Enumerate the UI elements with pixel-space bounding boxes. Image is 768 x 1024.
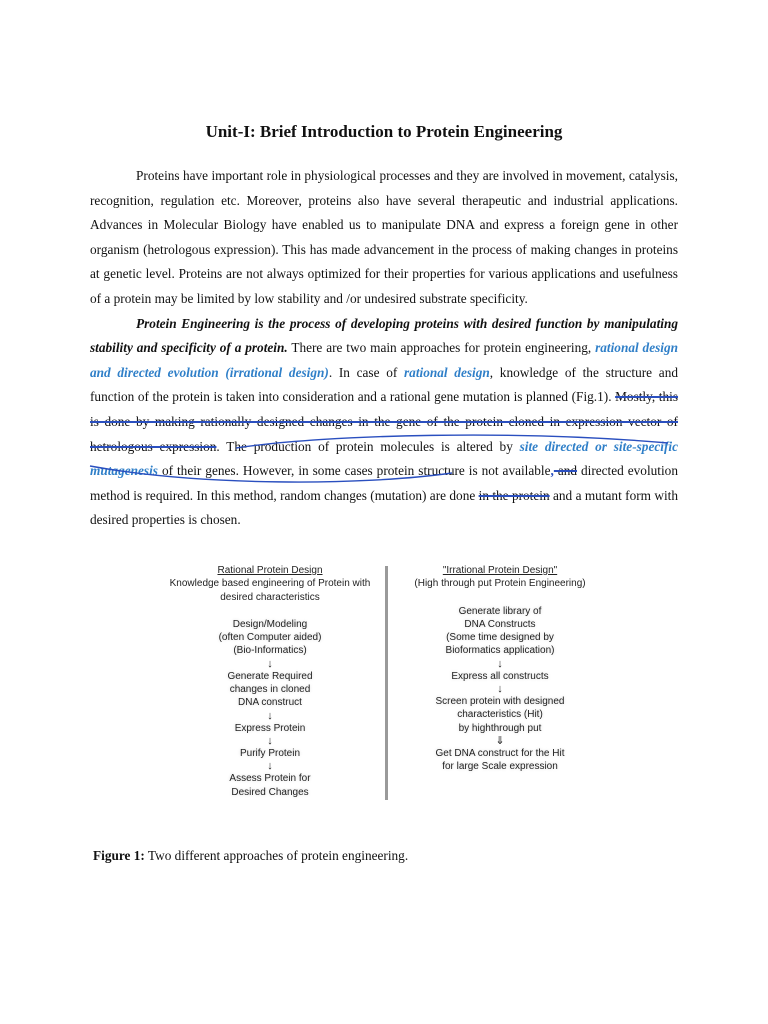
column-subtitle: (High through put Protein Engineering) (414, 578, 586, 590)
caption-label: Figure 1: (93, 848, 145, 863)
step-line: Purify Protein (239, 747, 301, 759)
column-heading: Rational Protein Design (217, 565, 323, 576)
column-heading: "Irrational Protein Design" (442, 565, 558, 576)
intro-paragraph: Proteins have important role in physiological processes and they are involved in movement, catalysis, recognition, regulation etc. Moreover, proteins also have several therapeutic and industrial applications. Advances in Molecular Biology have enabled us to manipulate DNA and express a foreign gene in other organism (hetrologous expression). This has made advancement in the process of making changes in proteins at genetic level. Proteins are not always optimized for their properties for various applications and usefulness of a protein may be limited by low stability and /or undesired substrate specificity. (90, 168, 678, 306)
step-line: (Bio-Informatics) (233, 645, 307, 657)
figure-caption (93, 848, 408, 864)
text-span: directed evolution method is required. In this method, random changes (mutation) are done (90, 463, 678, 503)
step-box (156, 618, 384, 658)
step-box (396, 605, 604, 658)
text-span: . In case of (328, 364, 404, 380)
step-line: characteristics (Hit) (457, 709, 543, 721)
text-span: . The production of protein molecules is altered by (216, 438, 520, 454)
step-line: Bioformatics application) (445, 645, 555, 657)
caption-text: Two different approaches of protein engineering. (144, 848, 409, 863)
rational-design-column (156, 564, 384, 799)
text-span: There are two main approaches for protein engineering, (287, 340, 596, 356)
down-arrow-icon: ↓ (267, 657, 273, 670)
column-subtitle: Knowledge based engineering of Protein with (169, 578, 371, 590)
step-line: Generate Required (227, 670, 313, 682)
down-arrow-icon: ↓ (267, 760, 273, 773)
step-line: DNA Constructs (464, 618, 536, 630)
text-span: and a mutant form with desired properties is chosen. (90, 487, 679, 528)
step-box (396, 695, 604, 735)
step-line: Generate library of (458, 605, 542, 617)
column-subtitle: desired characteristics (220, 591, 320, 603)
mutagenesis-highlight: site directed or site-specific mutagenesis (90, 438, 678, 479)
header-spacer (156, 604, 384, 618)
step-box (156, 670, 384, 710)
text-span: , knowledge of the structure and function of the protein is taken into consideration and a rational gene mutation is planned (Fig.1). (90, 364, 678, 405)
step-box (156, 722, 384, 735)
figure-1 (150, 564, 610, 814)
step-box (156, 747, 384, 760)
text-span: of their genes. However, in some cases protein structure is not available (157, 463, 551, 479)
definition-paragraph (90, 312, 678, 533)
step-line: DNA construct (238, 697, 302, 709)
step-line: Express Protein (234, 722, 306, 734)
step-box (156, 772, 384, 799)
struck-sentence: Mostly, this is done by making rationally designed changes in the gene of the protein cloned in expression vector of hetrologous expression (90, 389, 679, 454)
step-line: changes in cloned (229, 684, 311, 696)
step-line: Design/Modeling (232, 618, 308, 630)
step-line: Screen protein with designed (435, 696, 565, 708)
step-line: (Some time designed by (446, 632, 554, 644)
step-line: Desired Changes (231, 786, 309, 798)
step-line: for large Scale expression (442, 761, 558, 773)
step-box (396, 670, 604, 683)
step-line: Assess Protein for (229, 773, 311, 785)
figure-divider (385, 566, 388, 800)
down-arrow-icon: ↓ (267, 734, 273, 747)
header-spacer (396, 591, 604, 605)
down-arrow-icon: ⇓ (495, 734, 505, 747)
step-line: (often Computer aided) (218, 632, 322, 644)
step-box (396, 747, 604, 774)
down-arrow-icon: ↓ (497, 657, 503, 670)
step-line: Get DNA construct for the Hit (435, 747, 565, 759)
definition-text: Protein Engineering is the process of developing proteins with desired function by manipulating stability and specificity of a protein. (90, 315, 678, 356)
down-arrow-icon: ↓ (267, 709, 273, 722)
body-text (90, 164, 678, 533)
rational-design-highlight: rational design (404, 364, 490, 380)
step-line: Express all constructs (451, 670, 549, 682)
step-line: by highthrough put (458, 722, 542, 734)
handwritten-comma: , (550, 463, 554, 479)
irrational-design-column (396, 564, 604, 774)
approaches-highlight: rational design and directed evolution (irrational design) (90, 340, 679, 380)
struck-word: and (553, 463, 578, 479)
page-title: Unit-I: Brief Introduction to Protein Engineering (205, 122, 563, 141)
struck-phrase: in the protein (478, 487, 550, 503)
down-arrow-icon: ↓ (497, 683, 503, 696)
